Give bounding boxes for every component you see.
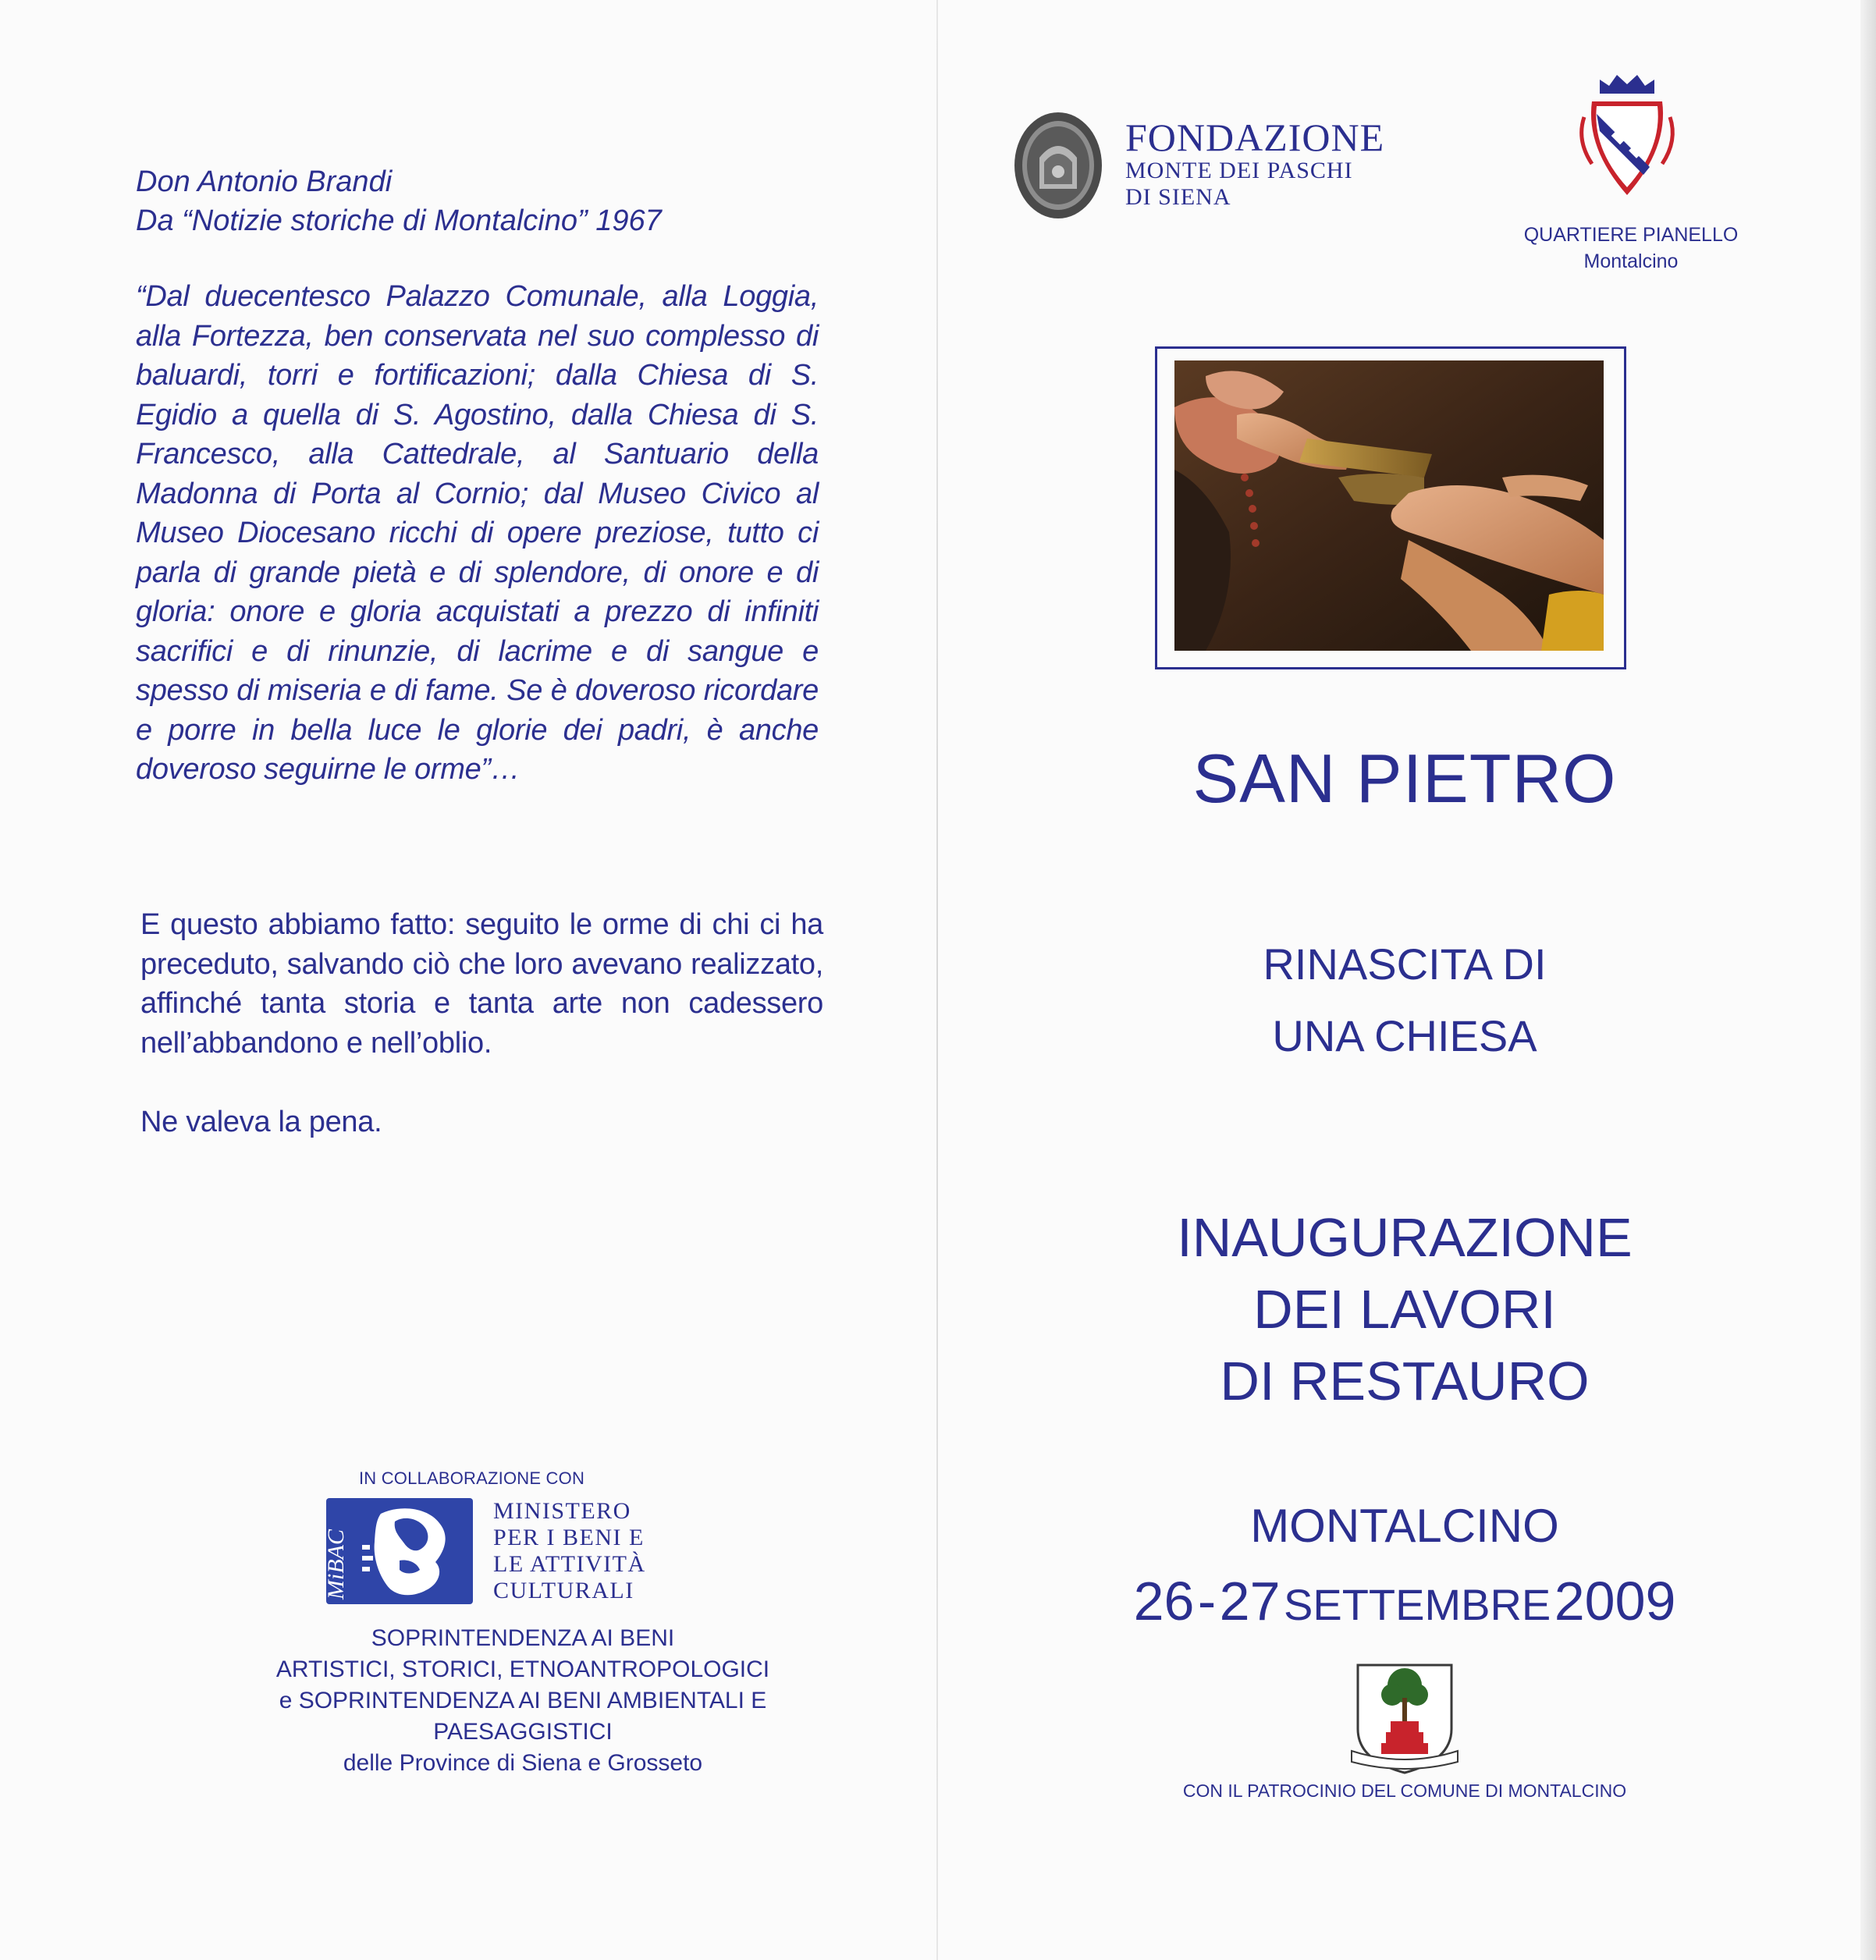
fold-line bbox=[936, 0, 938, 1960]
quartiere-line: Montalcino bbox=[1583, 250, 1679, 272]
soprintendenza-block bbox=[179, 1623, 866, 1779]
fondazione-line: DI SIENA bbox=[1125, 184, 1231, 210]
ministry-line: LE ATTIVITÀ bbox=[493, 1551, 646, 1577]
quartiere-pianello-crest-icon bbox=[1569, 70, 1686, 203]
ministry-line: PER I BENI E bbox=[493, 1525, 645, 1550]
date-day-to: 27 bbox=[1219, 1571, 1281, 1632]
mibac-logo-icon bbox=[323, 1498, 473, 1604]
soprintendenza-line: ARTISTICI, STORICI, ETNOANTROPOLOGICI bbox=[275, 1656, 770, 1682]
quartiere-line: QUARTIERE PIANELLO bbox=[1523, 224, 1739, 246]
ministry-line: MINISTERO bbox=[493, 1498, 631, 1524]
event-line: INAUGURAZIONE bbox=[1177, 1207, 1633, 1268]
ministry-name bbox=[493, 1498, 688, 1604]
patronage-note: CON IL PATROCINIO DEL COMUNE DI MONTALCINO bbox=[1182, 1781, 1627, 1801]
event-date bbox=[1014, 1562, 1795, 1656]
soprintendenza-line: e SOPRINTENDENZA AI BENI AMBIENTALI E bbox=[279, 1688, 767, 1713]
quote-attribution bbox=[136, 162, 838, 240]
comune-montalcino-crest-icon bbox=[1342, 1659, 1467, 1777]
soprintendenza-line: SOPRINTENDENZA AI BENI bbox=[371, 1625, 675, 1651]
fondazione-seal-icon bbox=[1013, 111, 1103, 220]
paper-edge bbox=[1860, 0, 1876, 1960]
author-source: Da “Notizie storiche di Montalcino” 1967 bbox=[136, 204, 662, 237]
fondazione-line: FONDAZIONE bbox=[1125, 115, 1385, 159]
city-name: MONTALCINO bbox=[1250, 1500, 1559, 1552]
quote-text: “Dal duecentesco Palazzo Comunale, alla Loggia, alla Fortezza, ben conservata nel suo complesso di baluardi, torri e fortificazioni; dalla Chiesa di S. Egidio a quella di S. Agostino, dalla Chiesa di S. Francesco, alla Cattedrale, al Santuario della Madonna di Porta al Cornio; dal Museo Civico al Museo Diocesano ricchi di opere preziose, tutto ci parla di grande pietà e di splendore, di onore e di gloria: onore e gloria acquistati a prezzo di infiniti sacrifici e di rinunzie, di lacrime e di sangue e spesso di miseria e di fame. Se è doveroso ricordare e porre in bella luce le glorie dei padri, è anche doveroso seguirne le orme”… bbox=[136, 280, 819, 786]
main-title: SAN PIETRO bbox=[1192, 740, 1617, 817]
painting-detail-image bbox=[1174, 360, 1604, 651]
quartiere-name bbox=[1483, 222, 1779, 275]
date-month: SETTEMBRE bbox=[1283, 1580, 1551, 1629]
event-city bbox=[1014, 1495, 1795, 1557]
subtitle-line: RINASCITA DI bbox=[1263, 939, 1547, 989]
date-separator: - bbox=[1197, 1571, 1217, 1632]
fondazione-line: MONTE DEI PASCHI bbox=[1125, 158, 1353, 183]
ministry-line: CULTURALI bbox=[493, 1578, 634, 1603]
subtitle bbox=[1014, 929, 1795, 1072]
soprintendenza-line: delle Province di Siena e Grosseto bbox=[343, 1750, 703, 1776]
soprintendenza-line: PAESAGGISTICI bbox=[433, 1719, 613, 1745]
closing-line: Ne valeva la pena. bbox=[140, 1106, 382, 1138]
date-year: 2009 bbox=[1554, 1571, 1676, 1632]
mibac-logo-text: MiBAC bbox=[323, 1529, 349, 1600]
date-day-from: 26 bbox=[1133, 1571, 1195, 1632]
event-line: DEI LAVORI bbox=[1253, 1279, 1556, 1340]
subtitle-line: UNA CHIESA bbox=[1272, 1011, 1537, 1060]
event-line: DI RESTAURO bbox=[1220, 1351, 1590, 1411]
event-title bbox=[1014, 1202, 1795, 1417]
body-paragraph: E questo abbiamo fatto: seguito le orme di chi ci ha preceduto, salvando ciò che loro avevano realizzato, affinché tanta storia e tanta arte non cadessero nell’abbandono e nell’oblio. bbox=[140, 908, 823, 1060]
collaboration-label: IN COLLABORAZIONE CON bbox=[359, 1468, 585, 1488]
fondazione-name bbox=[1125, 117, 1406, 211]
author-name: Don Antonio Brandi bbox=[136, 165, 393, 198]
